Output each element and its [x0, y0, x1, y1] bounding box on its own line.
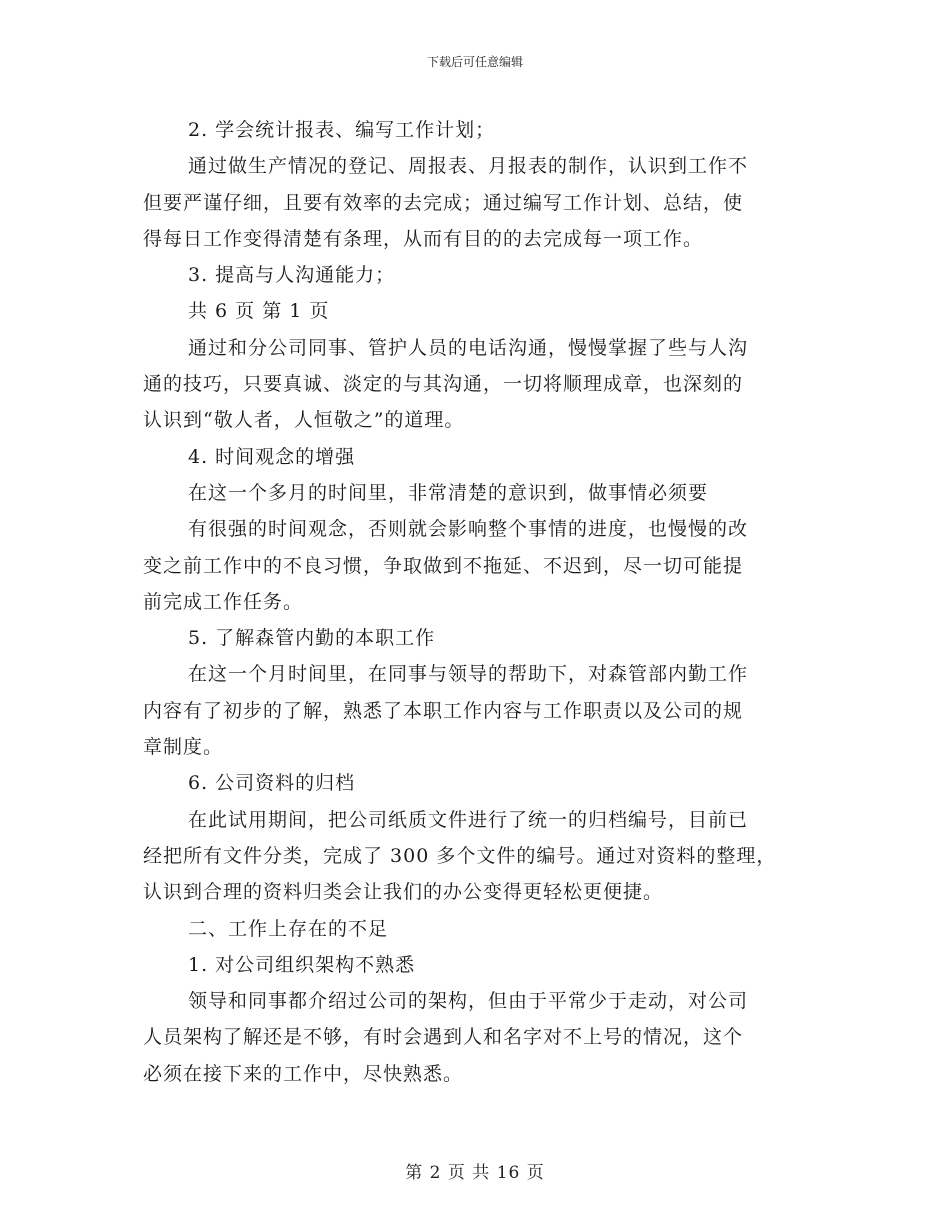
- list-item-heading: 6. 公司资料的归档: [188, 772, 356, 795]
- page-footer: 第 2 页 共 16 页: [405, 1163, 545, 1183]
- paragraph-line: 前完成工作任务。: [143, 590, 304, 613]
- paragraph-line: 但要严谨仔细，且要有效率的去完成；通过编写工作计划、总结，使: [143, 191, 744, 214]
- list-item-heading: 1. 对公司组织架构不熟悉: [188, 953, 416, 976]
- document-body: [143, 112, 803, 1092]
- paragraph-line: 通过和分公司同事、管护人员的电话沟通，慢慢掌握了些与人沟: [188, 336, 749, 359]
- list-item-heading: 2. 学会统计报表、编写工作计划；: [188, 119, 496, 141]
- paragraph-line: 在这一个月时间里，在同事与领导的帮助下，对森管部内勤工作: [188, 663, 749, 686]
- paragraph-line: 内容有了初步的了解，熟悉了本职工作内容与工作职责以及公司的规: [143, 699, 744, 722]
- paragraph-line: 在这一个多月的时间里，非常清楚的意识到，做事情必须要: [188, 481, 709, 504]
- section-heading: 二、工作上存在的不足: [188, 917, 389, 940]
- list-item-heading: 3. 提高与人沟通能力；: [188, 264, 396, 287]
- paragraph-line: 变之前工作中的不良习惯，争取做到不拖延、不迟到，尽一切可能提: [143, 554, 744, 577]
- paragraph-line: 认识到“敬人者，人恒敬之”的道理。: [143, 409, 465, 432]
- paragraph-line: 得每日工作变得清楚有条理，从而有目的的去完成每一项工作。: [143, 227, 704, 250]
- paragraph-line: 有很强的时间观念，否则就会影响整个事情的进度，也慢慢的改: [188, 518, 749, 541]
- paragraph-line: 领导和同事都介绍过公司的架构，但由于平常少于走动，对公司: [188, 990, 749, 1013]
- paragraph-line: 通的技巧，只要真诚、淡定的与其沟通，一切将顺理成章，也深刻的: [143, 373, 744, 396]
- paragraph-line: 通过做生产情况的登记、周报表、月报表的制作，认识到工作不: [188, 155, 749, 178]
- paragraph-line: 在此试用期间，把公司纸质文件进行了统一的归档编号，目前已: [188, 808, 749, 831]
- paragraph-line: 人员架构了解还是不够，有时会遇到人和名字对不上号的情况，这个: [143, 1026, 744, 1049]
- list-item-heading: 4. 时间观念的增强: [188, 445, 356, 468]
- inline-page-note: 共 6 页 第 1 页: [188, 300, 330, 323]
- paragraph-line: 章制度。: [143, 736, 224, 759]
- paragraph-line: 经把所有文件分类，完成了 300 多个文件的编号。通过对资料的整理，: [143, 844, 777, 867]
- page-header: 下载后可任意编辑: [426, 55, 523, 69]
- paragraph-line: 必须在接下来的工作中，尽快熟悉。: [143, 1062, 464, 1085]
- paragraph-line: 认识到合理的资料归类会让我们的办公变得更轻松更便捷。: [143, 881, 664, 904]
- list-item-heading: 5. 了解森管内勤的本职工作: [188, 627, 436, 650]
